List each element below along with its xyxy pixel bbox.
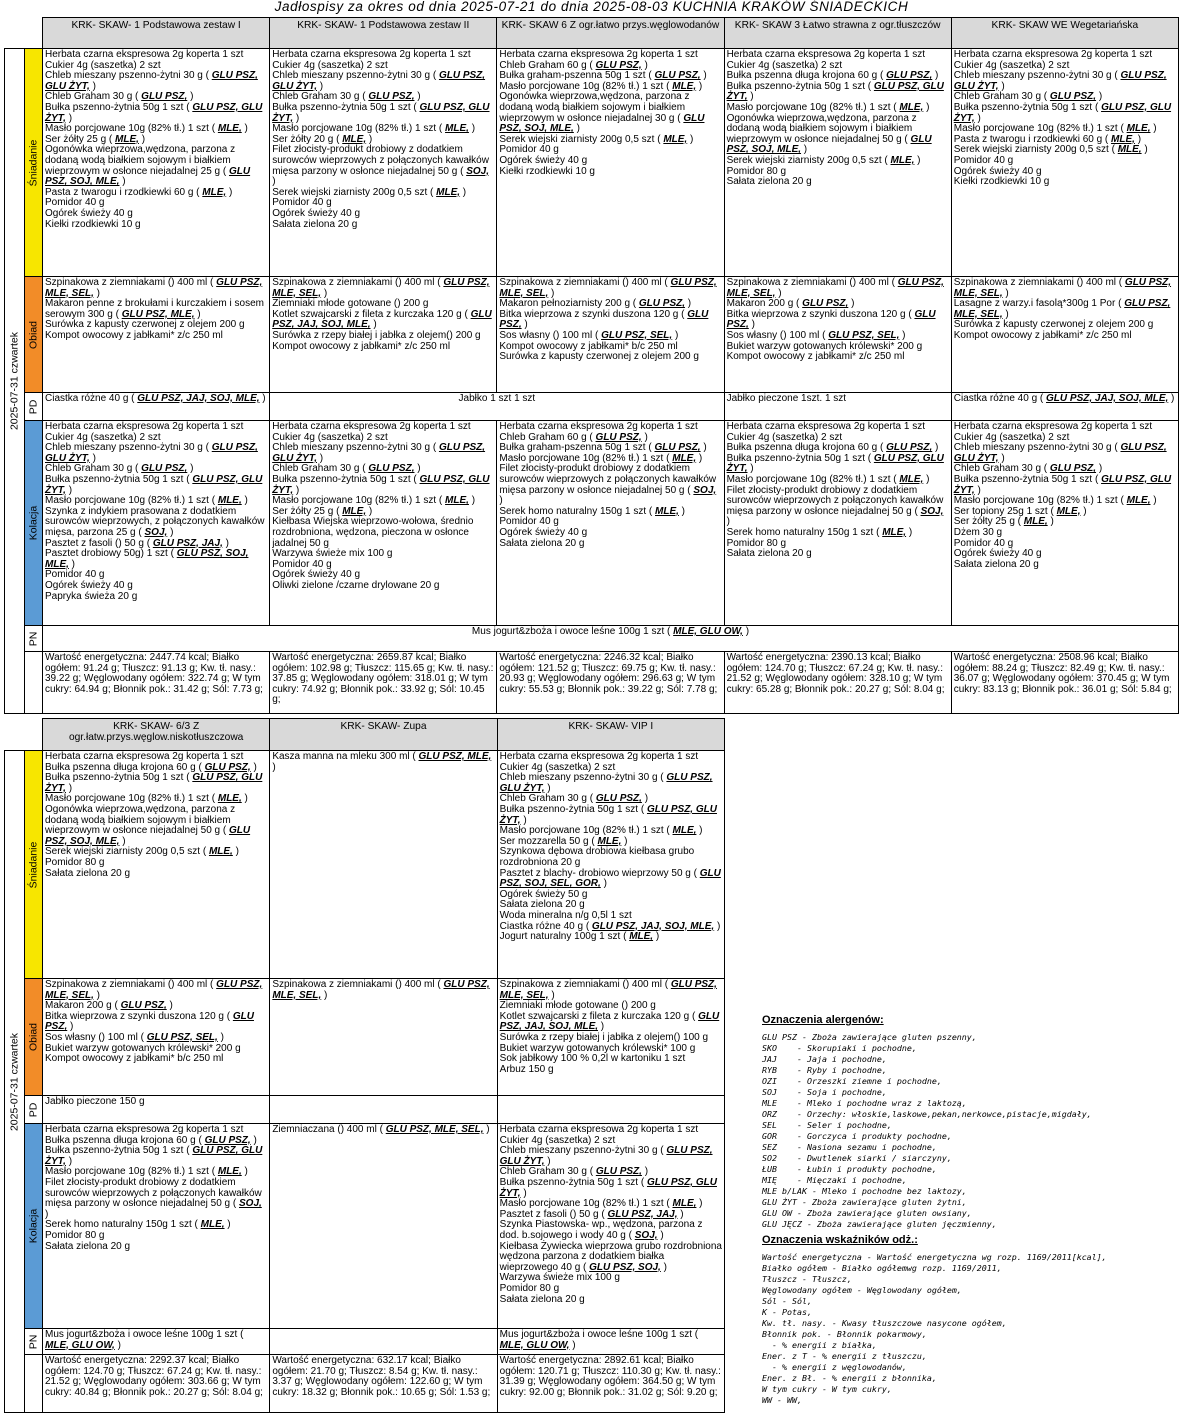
column-header: KRK- SKAW- 6/3 Z ogr.łatw.przys.węglow.niskotłuszczowa	[43, 719, 270, 751]
menu-item: Bułka pszenna długa krojona 60 g ( GLU PSZ, )	[726, 442, 939, 454]
menu-item: Herbata czarna ekspresowa 2g koperta 1 szt	[272, 421, 471, 432]
meal-label-pd: PD	[25, 393, 43, 421]
menu-item: Sos własny () 100 ml ( GLU PSZ, SEL, )	[499, 329, 679, 341]
menu-cell	[951, 393, 1178, 421]
menu-item: Arbuz 150 g	[499, 1063, 554, 1075]
menu-item: Warzywa świeże mix 100 g	[272, 548, 393, 560]
menu-item: Serek homo naturalny 150g 1 szt ( MLE, )	[726, 526, 913, 538]
menu-item: Ser żółty 25 g ( MLE, )	[45, 133, 146, 145]
menu-item: Serek wiejski ziarnisty 200g 0,5 szt ( MLE, )	[499, 133, 694, 145]
blank-corner	[5, 719, 25, 751]
menu-item: Herbata czarna ekspresowa 2g koperta 1 szt	[726, 49, 925, 60]
menu-item: Ser żółty 20 g ( MLE, )	[272, 133, 373, 145]
menu-cell	[43, 49, 270, 277]
menu-item: Kompot owocowy z jabłkami* z/c 250 ml	[726, 351, 905, 363]
menu-item: Ogórek świeży 40 g	[272, 569, 361, 581]
menu-item: Pasta z twarogu i rzodkiewki 60 g ( MLE, )	[953, 133, 1142, 145]
menu-item: Cukier 4g (saszetka) 2 szt	[499, 761, 616, 773]
menu-item: Bułka pszenno-żytnia 50g 1 szt ( GLU PSZ, GLU ŻYT, )	[45, 1145, 263, 1167]
page-title: Jadłospisy za okres od dnia 2025-07-21 do dnia 2025-08-03 KUCHNIA KRAKÓW ŚNIADECKICH	[274, 0, 909, 14]
nutrition-cell: Wartość energetyczna: 2659.87 kcal; Białko ogółem: 102.98 g; Tłuszcz: 115.65 g; Kw. tł. nasy.: 37.85 g; Węglowodany ogółem: 318.01 g; W tym cukry: 74.92 g; Błonnik pok.: 33.92 g; Sól: 10.45 g;	[270, 652, 497, 714]
menu-item: Ogonówka wieprzowa,wędzona, parzona z dodaną wodą białkiem sojowym i białkiem wieprzowym w osłonce niejadalnej 30 g ( GLU PSZ, SOJ, MLE, )	[499, 91, 705, 135]
menu-item: Herbata czarna ekspresowa 2g koperta 1 szt	[45, 1124, 244, 1135]
menu-item: Pasztet z fasoli () 50 g ( GLU PSZ, JAJ, )	[499, 1208, 684, 1220]
menu-item: Masło porcjowane 10g (82% tł.) 1 szt ( MLE, )	[45, 1166, 248, 1178]
menu-item: Herbata czarna ekspresowa 2g koperta 1 szt	[499, 751, 699, 762]
menu-cell	[497, 1329, 724, 1355]
menu-item: Sałata zielona 20 g	[499, 1293, 585, 1305]
menu-item: Serek wiejski ziarnisty 200g 0,5 szt ( MLE, )	[45, 846, 239, 858]
menu-item: Sok jabłkowy 100 % 0,2l w kartoniku 1 szt	[499, 1053, 686, 1065]
menu-cell	[43, 751, 270, 979]
menu-item: Ogonówka wieprzowa,wędzona, parzona z dodaną wodą białkiem sojowym i białkiem wieprzowym w osłonce niejadalnej 50 g ( GLU PSZ, SOJ, MLE, )	[45, 803, 251, 847]
menu-item: Masło porcjowane 10g (82% tł.) 1 szt ( MLE, )	[272, 495, 476, 507]
menu-item: Ziemniaczana () 400 ml ( GLU PSZ, MLE, SEL, )	[272, 1124, 490, 1135]
menu-item: Oliwki zielone /czarne drylowane 20 g	[272, 579, 440, 591]
menu-item: Bukiet warzyw gotowanych królewski* 200 g	[726, 340, 923, 352]
menu-item: Bitka wieprzowa z szynki duszona 120 g ( GLU PSZ, )	[726, 308, 936, 331]
menu-item: Masło porcjowane 10g (82% tł.) 1 szt ( MLE, )	[45, 793, 248, 805]
menu-item: Serek wiejski ziarnisty 200g 0,5 szt ( MLE, )	[953, 144, 1148, 156]
menu-item: Kotlet szwajcarski z fileta z kurczaka 120 g ( GLU PSZ, JAJ, SOJ, MLE, )	[272, 308, 492, 331]
meal-label-kolacja: Kolacja	[25, 421, 43, 626]
menu-item: Chleb mieszany pszenno-żytni 30 g ( GLU PSZ, GLU ŻYT, )	[953, 70, 1167, 92]
menu-item: Woda mineralna n/g 0,5l 1 szt	[499, 909, 632, 921]
menu-item: Masło porcjowane 10g (82% tł.) 1 szt ( MLE, )	[953, 495, 1157, 507]
menu-item: Szpinakowa z ziemniakami () 400 ml ( GLU PSZ, MLE, SEL, )	[272, 979, 490, 1001]
menu-item: Sałata zielona 20 g	[45, 1240, 131, 1252]
column-header: KRK- SKAW- Zupa	[270, 719, 497, 751]
column-header: KRK- SKAW- VIP I	[497, 719, 724, 751]
menu-item: Kiełki rzodkiewki 10 g	[45, 218, 141, 230]
menu-cell	[270, 1124, 497, 1329]
menu-item: Pomidor 40 g	[953, 154, 1014, 166]
menu-item: Herbata czarna ekspresowa 2g koperta 1 szt	[45, 751, 244, 762]
menu-item: Ogórek świeży 40 g	[499, 526, 588, 538]
menu-item: Chleb Graham 60 g ( GLU PSZ, )	[499, 59, 648, 71]
menu-item: Chleb Graham 30 g ( GLU PSZ, )	[272, 463, 421, 475]
menu-item: Ogórek świeży 40 g	[953, 165, 1042, 177]
menu-item: Bułka pszenna długa krojona 60 g ( GLU PSZ, )	[45, 1134, 257, 1146]
menu-item: Bułka pszenno-żytnia 50g 1 szt ( GLU PSZ, GLU ŻYT, )	[45, 101, 263, 124]
meal-label-obiad: Obiad	[25, 979, 43, 1096]
menu-item: Cukier 4g (saszetka) 2 szt	[726, 59, 843, 71]
menu-item: Sałata zielona 20 g	[45, 867, 131, 879]
menu-item: Ogonówka wieprzowa,wędzona, parzona z dodaną wodą białkiem sojowym i białkiem wieprzowym w osłonce niejadalnej 50 g ( GLU PSZ, SOJ, MLE, )	[726, 112, 932, 156]
menu-item: Makaron penne z brokułami i kurczakiem i sosem serowym 300 g ( GLU PSZ, MLE, )	[45, 298, 264, 320]
menu-item: Jabłko pieczone 1szt. 1 szt	[726, 393, 847, 404]
menu-item: Pomidor 40 g	[45, 197, 105, 209]
menu-item: Cukier 4g (saszetka) 2 szt	[45, 59, 161, 71]
menu-item: Cukier 4g (saszetka) 2 szt	[272, 59, 388, 71]
menu-item: Serek homo naturalny 150g 1 szt ( MLE, )	[499, 505, 686, 517]
date-label: 2025-07-31 czwartek	[8, 331, 21, 431]
menu-item: Chleb mieszany pszenno-żytni 30 g ( GLU PSZ, GLU ŻYT, )	[953, 442, 1167, 464]
menu-item: Ogórek świeży 40 g	[499, 154, 588, 166]
menu-cell	[270, 1329, 497, 1355]
menu-cell	[497, 979, 724, 1096]
menu-item: Kiełbasa Żywiecka wieprzowa grubo rozdrobniona wędzona parzona z dodatkiem białka wieprzowego 40 g ( GLU PSZ, SOJ, )	[499, 1240, 722, 1273]
menu-item: Herbata czarna ekspresowa 2g koperta 1 szt	[272, 49, 471, 60]
menu-item: Chleb mieszany pszenno-żytni 30 g ( GLU PSZ, GLU ŻYT, )	[45, 70, 258, 92]
menu-table-1	[4, 17, 1179, 714]
menu-cell	[497, 49, 724, 277]
menu-item: Ciastka różne 40 g ( GLU PSZ, JAJ, SOJ, MLE, )	[953, 393, 1175, 404]
menu-cell	[951, 49, 1178, 277]
nutrition-cell: Wartość energetyczna: 2447.74 kcal; Białko ogółem: 91.24 g; Tłuszcz: 91.13 g; Kw. tł. nasy.: 39.22 g; Węglowodany ogółem: 322.74 g; W tym cukry: 64.94 g; Błonnik pok.: 31.42 g; Sól: 7.73 g;	[43, 652, 270, 714]
menu-item: Chleb Graham 30 g ( GLU PSZ, )	[45, 91, 194, 103]
menu-item: Ogórek świeży 40 g	[45, 207, 133, 219]
meal-label-pn: PN	[25, 1329, 43, 1355]
menu-item: Herbata czarna ekspresowa 2g koperta 1 szt	[45, 421, 244, 432]
menu-item: Masło porcjowane 10g (82% tł.) 1 szt ( MLE, )	[499, 80, 703, 92]
menu-cell	[270, 277, 497, 393]
menu-item: Cukier 4g (saszetka) 2 szt	[726, 431, 843, 443]
menu-item: Ziemniaki młode gotowane () 200 g	[499, 1000, 656, 1012]
menu-item: Herbata czarna ekspresowa 2g koperta 1 szt	[953, 49, 1153, 60]
menu-item: Sałata zielona 20 g	[726, 548, 812, 560]
menu-item: Chleb Graham 30 g ( GLU PSZ, )	[45, 463, 194, 475]
menu-item: Szpinakowa z ziemniakami () 400 ml ( GLU PSZ, MLE, SEL, )	[726, 277, 944, 299]
column-header: KRK- SKAW- 1 Podstawowa zestaw II	[270, 18, 497, 49]
menu-item: Lasagne z warzy.i fasolą*300g 1 Por ( GLU PSZ, MLE, SEL, )	[953, 298, 1171, 320]
column-header: KRK- SKAW WE Wegetariańska	[951, 18, 1178, 49]
menu-item: Kompot owocowy z jabłkami* b/c 250 ml	[499, 340, 678, 352]
menu-item: Bitka wieprzowa z szynki duszona 120 g ( GLU PSZ, )	[45, 1010, 254, 1033]
menu-item: Szpinakowa z ziemniakami () 400 ml ( GLU PSZ, MLE, SEL, )	[499, 277, 717, 299]
column-header: KRK- SKAW 6 Z ogr.łatwo przys.węglowodanów	[497, 18, 724, 49]
menu-item: Cukier 4g (saszetka) 2 szt	[45, 431, 161, 443]
menu-item: Pasztet drobiowy 50g) 1 szt ( GLU PSZ, SOJ, MLE, )	[45, 548, 249, 570]
allergen-legend-title: Oznaczenia alergenów:	[762, 1014, 884, 1026]
menu-item: Masło porcjowane 10g (82% tł.) 1 szt ( MLE, )	[45, 123, 248, 135]
menu-cell	[43, 979, 270, 1096]
menu-item: Chleb Graham 60 g ( GLU PSZ, )	[499, 431, 648, 443]
menu-item: Makaron 200 g ( GLU PSZ, )	[45, 1000, 173, 1012]
menu-cell	[43, 1124, 270, 1329]
menu-item: Sałata zielona 20 g	[499, 899, 585, 911]
legend	[736, 1012, 1176, 1406]
menu-item: Surówka z kapusty czerwonej z olejem 200 g	[45, 319, 245, 331]
menu-item: Bułka graham-pszenna 50g 1 szt ( GLU PSZ, )	[499, 70, 707, 82]
menu-cell	[497, 1096, 724, 1124]
menu-item: Szpinakowa z ziemniakami () 400 ml ( GLU PSZ, MLE, SEL, )	[45, 277, 263, 299]
menu-item: Ziemniaki młode gotowane () 200 g	[272, 298, 429, 310]
menu-cell	[497, 277, 724, 393]
menu-item: Bułka pszenno-żytnia 50g 1 szt ( GLU PSZ, GLU ŻYT, )	[953, 473, 1172, 496]
menu-cell	[43, 277, 270, 393]
menu-item: Szpinakowa z ziemniakami () 400 ml ( GLU PSZ, MLE, SEL, )	[45, 979, 263, 1001]
menu-item: Masło porcjowane 10g (82% tł.) 1 szt ( MLE, )	[272, 123, 476, 135]
menu-item: Chleb Graham 30 g ( GLU PSZ, )	[499, 1166, 649, 1178]
menu-item: Chleb Graham 30 g ( GLU PSZ, )	[953, 91, 1103, 103]
menu-item: Pomidor 80 g	[726, 537, 787, 549]
menu-cell	[43, 393, 270, 421]
menu-cell	[270, 421, 497, 626]
menu-table-2	[4, 718, 725, 1413]
menu-item: Masło porcjowane 10g (82% tł.) 1 szt ( MLE, )	[726, 473, 930, 485]
meal-label-kolacja: Kolacja	[25, 1124, 43, 1329]
menu-item: Ogórek świeży 40 g	[272, 207, 361, 219]
menu-item: Masło porcjowane 10g (82% tł.) 1 szt ( MLE, )	[45, 495, 248, 507]
menu-cell	[724, 49, 951, 277]
menu-item: Szynkowa dębowa drobiowa kiełbasa grubo rozdrobniona 20 g	[499, 846, 695, 868]
menu-item: Sos własny () 100 ml ( GLU PSZ, SEL, )	[726, 329, 906, 341]
meal-label-pn: PN	[25, 626, 43, 652]
blank-corner	[25, 719, 43, 751]
nutrition-cell: Wartość energetyczna: 632.17 kcal; Białko ogółem: 21.70 g; Tłuszcz: 8.54 g; Kw. tł. nasy.: 3.37 g; Węglowodany ogółem: 122.60 g; W tym cukry: 18.32 g; Błonnik pok.: 10.65 g; Sól: 1.53 g;	[270, 1355, 497, 1413]
menu-item: Surówka z rzepy białej i jabłka z olejem() 100 g	[499, 1031, 709, 1043]
menu-item: Sałata zielona 20 g	[726, 176, 812, 188]
menu-item: Herbata czarna ekspresowa 2g koperta 1 szt	[499, 49, 698, 60]
menu-item: Sałata zielona 20 g	[499, 537, 585, 549]
menu-item: Kompot owocowy z jabłkami* z/c 250 ml	[953, 329, 1132, 341]
menu-cell	[43, 1329, 270, 1355]
menu-item: Serek wiejski ziarnisty 200g 0,5 szt ( MLE, )	[726, 154, 921, 166]
blank-corner	[5, 18, 25, 49]
menu-item: Pomidor 80 g	[45, 1229, 105, 1241]
menu-item: Kiełbasa Wiejska wieprzowo-wołowa, średnio rozdrobniona, wędzona, pieczona w osłonce jadalnej 50 g	[272, 516, 474, 549]
menu-item: Pomidor 40 g	[45, 569, 105, 581]
menu-item: Chleb mieszany pszenno-żytni 30 g ( GLU PSZ, GLU ŻYT, )	[499, 772, 713, 794]
nutrition-cell: Wartość energetyczna: 2292.37 kcal; Białko ogółem: 124.70 g; Tłuszcz: 67.24 g; Kw. tł. nasy.: 21.52 g; Węglowodany ogółem: 303.66 g; W tym cukry: 40.84 g; Błonnik pok.: 20.27 g; Sól: 8.04 g;	[43, 1355, 270, 1413]
menu-item: Sałata zielona 20 g	[953, 558, 1039, 570]
nutrition-cell: Wartość energetyczna: 2246.32 kcal; Białko ogółem: 121.52 g; Tłuszcz: 69.75 g; Kw. tł. nasy.: 20.93 g; Węglowodany ogółem: 296.63 g; W tym cukry: 55.53 g; Błonnik pok.: 39.22 g; Sól: 7.78 g;	[497, 652, 724, 714]
menu-item: Kompot owocowy z jabłkami* b/c 250 ml	[45, 1053, 224, 1065]
menu-item: Bułka pszenna długa krojona 60 g ( GLU PSZ, )	[45, 761, 257, 773]
menu-item: Masło porcjowane 10g (82% tł.) 1 szt ( MLE, )	[953, 123, 1157, 135]
menu-item: Bułka pszenno-żytnia 50g 1 szt ( GLU PSZ, GLU ŻYT, )	[45, 473, 263, 496]
menu-item: Ogórek świeży 50 g	[499, 888, 588, 900]
menu-cell	[951, 277, 1178, 393]
menu-item: Pomidor 80 g	[726, 165, 787, 177]
menu-item: Pomidor 40 g	[499, 516, 559, 528]
menu-item: Herbata czarna ekspresowa 2g koperta 1 szt	[953, 421, 1153, 432]
menu-item: Ser żółty 25 g ( MLE, )	[272, 505, 373, 517]
date-cell	[5, 751, 25, 1413]
menu-item: Szynka Piastowska- wp., wędzona, parzona z dod. b.sojowego i wody 40 g ( SOJ, )	[499, 1219, 703, 1241]
menu-item: Pomidor 80 g	[45, 856, 105, 868]
menu-item: Bułka pszenna długa krojona 60 g ( GLU PSZ, )	[726, 70, 939, 82]
menu-item: Papryka świeża 20 g	[45, 590, 138, 602]
menu-item: Chleb mieszany pszenno-żytni 30 g ( GLU PSZ, GLU ŻYT, )	[45, 442, 258, 464]
menu-item: Ser topiony 25g 1 szt ( MLE, )	[953, 505, 1087, 517]
menu-item: Mus jogurt&zboża i owoce leśne 100g 1 szt ( MLE, GLU OW, )	[45, 1329, 244, 1351]
menu-cell	[270, 979, 497, 1096]
menu-item: Kiełki rzodkiewki 10 g	[953, 176, 1050, 188]
menu-item: Bułka pszenno-żytnia 50g 1 szt ( GLU PSZ, GLU ŻYT, )	[499, 803, 717, 826]
menu-item: Cukier 4g (saszetka) 2 szt	[953, 59, 1070, 71]
menu-item: Surówka z kapusty czerwonej z olejem 200 g	[499, 351, 699, 363]
menu-item: Chleb Graham 30 g ( GLU PSZ, )	[953, 463, 1103, 475]
menu-item: Sos własny () 100 ml ( GLU PSZ, SEL, )	[45, 1031, 224, 1043]
menu-item: Bitka wieprzowa z szynki duszona 120 g ( GLU PSZ, )	[499, 308, 709, 331]
menu-cell	[951, 421, 1178, 626]
menu-cell	[724, 421, 951, 626]
menu-item: Masło porcjowane 10g (82% tł.) 1 szt ( MLE, )	[726, 101, 930, 113]
menu-item: Pomidor 40 g	[499, 144, 559, 156]
menu-item: Herbata czarna ekspresowa 2g koperta 1 szt	[499, 1124, 699, 1135]
menu-item: Chleb Graham 30 g ( GLU PSZ, )	[272, 91, 421, 103]
menu-item: Bułka pszenno-żytnia 50g 1 szt ( GLU PSZ, GLU ŻYT, )	[272, 101, 490, 124]
menu-cell	[270, 1096, 497, 1124]
menu-cell	[43, 626, 1179, 652]
menu-item: Kompot owocowy z jabłkami* z/c 250 ml	[45, 329, 223, 341]
menu-item: Sałata zielona 20 g	[272, 218, 358, 230]
menu-cell: Jabłko 1 szt 1 szt	[270, 393, 724, 421]
menu-item: Ciastka różne 40 g ( GLU PSZ, JAJ, SOJ, MLE, )	[45, 393, 266, 404]
nutrition-cell: Wartość energetyczna: 2508.96 kcal; Białko ogółem: 88.24 g; Tłuszcz: 82.49 g; Kw. tł. nasy.: 36.07 g; Węglowodany ogółem: 370.45 g; W tym cukry: 83.13 g; Błonnik pok.: 36.01 g; Sól: 5.84 g;	[951, 652, 1178, 714]
menu-item: Bukiet warzyw gotowanych królewski* 100 g	[499, 1042, 696, 1054]
menu-item: Szpinakowa z ziemniakami () 400 ml ( GLU PSZ, MLE, SEL, )	[272, 277, 490, 299]
menu-item: Bułka pszenno-żytnia 50g 1 szt ( GLU PSZ, GLU ŻYT, )	[953, 101, 1172, 124]
menu-item: Masło porcjowane 10g (82% tł.) 1 szt ( MLE, )	[499, 452, 703, 464]
menu-item: Bułka pszenno-żytnia 50g 1 szt ( GLU PSZ, GLU ŻYT, )	[45, 772, 263, 794]
menu-item: Cukier 4g (saszetka) 2 szt	[499, 1134, 616, 1146]
meal-label-pd: PD	[25, 1096, 43, 1124]
menu-item: Ogonówka wieprzowa,wędzona, parzona z dodaną wodą białkiem sojowym i białkiem wieprzowym w osłonce niejadalnej 25 g ( GLU PSZ, SOJ, MLE, )	[45, 144, 251, 188]
menu-item: Bułka pszenno-żytnia 50g 1 szt ( GLU PSZ, GLU ŻYT, )	[726, 80, 944, 103]
meal-label-sniadanie: Śniadanie	[25, 751, 43, 979]
menu-item: Chleb mieszany pszenno-żytni 30 g ( GLU PSZ, GLU ŻYT, )	[499, 1145, 713, 1167]
menu-cell	[724, 393, 951, 421]
menu-item: Ser żółty 25 g ( MLE, )	[953, 516, 1054, 528]
menu-item: Pomidor 40 g	[272, 197, 332, 209]
menu-item: Ser mozzarella 50 g ( MLE, )	[499, 835, 628, 847]
menu-item: Szynka z indykiem prasowana z dodatkiem surowców wieprzowych, z połączonych kawałków mięsa, parzona 25 g ( SOJ, )	[45, 505, 265, 538]
menu-cell	[724, 277, 951, 393]
blank-label	[25, 1355, 43, 1413]
menu-item: Kompot owocowy z jabłkami* z/c 250 ml	[272, 340, 451, 352]
menu-item: Dżem 30 g	[953, 526, 1003, 538]
menu-item: Bułka pszenno-żytnia 50g 1 szt ( GLU PSZ, GLU ŻYT, )	[272, 473, 490, 496]
column-header: KRK- SKAW 3 Łatwo strawna z ogr.tłuszczów	[724, 18, 951, 49]
menu-item: Herbata czarna ekspresowa 2g koperta 1 szt	[726, 421, 925, 432]
nutrition-cell: Wartość energetyczna: 2390.13 kcal; Białko ogółem: 124.70 g; Tłuszcz: 67.24 g; Kw. tł. nasy.: 21.52 g; Węglowodany ogółem: 328.10 g; W tym cukry: 65.28 g; Błonnik pok.: 20.27 g; Sól: 8.04 g;	[724, 652, 951, 714]
menu-item: Chleb mieszany pszenno-żytni 30 g ( GLU PSZ, GLU ŻYT, )	[272, 70, 486, 92]
menu-item: Surówka z kapusty czerwonej z olejem 200 g	[953, 319, 1154, 331]
menu-item: Bułka graham-pszenna 50g 1 szt ( GLU PSZ, )	[499, 442, 707, 454]
date-label: 2025-07-31 czwartek	[8, 1032, 21, 1131]
menu-item: Mus jogurt&zboża i owoce leśne 100g 1 szt ( MLE, GLU OW, )	[499, 1329, 699, 1351]
menu-item: Serek homo naturalny 150g 1 szt ( MLE, )	[45, 1219, 231, 1231]
menu-item: Surówka z rzepy białej i jabłka z olejem() 200 g	[272, 329, 481, 341]
menu-item: Jogurt naturalny 100g 1 szt ( MLE, )	[499, 931, 660, 943]
menu-cell	[43, 421, 270, 626]
menu-cell	[270, 751, 497, 979]
menu-item: Pasztet z fasoli () 50 g ( GLU PSZ, JAJ, )	[45, 537, 229, 549]
menu-item: Pomidor 40 g	[272, 558, 332, 570]
menu-item: Filet złocisty-produkt drobiowy z dodatkiem surowców wieprzowych z połączonych kawałków mięsa parzony w osłonce niejadalnej 50 g ( SOJ, )	[726, 484, 944, 528]
menu-item: Warzywa świeże mix 100 g	[499, 1272, 620, 1284]
menu-item: Cukier 4g (saszetka) 2 szt	[953, 431, 1070, 443]
menu-item: Ogórek świeży 40 g	[953, 548, 1042, 560]
menu-cell	[497, 751, 724, 979]
menu-item: Szpinakowa z ziemniakami () 400 ml ( GLU PSZ, MLE, SEL, )	[499, 979, 717, 1001]
allergen-legend-list: GLU PSZ - Zboża zawierające gluten pszenny, SKO - Skorupiaki i pochodne, JAJ - Jaja i pochodne, RYB - Ryby i pochodne, OZI - Orzeszki ziemne i pochodne, SOJ - Soja i pochodne, MLE - Mleko i pochodne wraz z laktozą, ORZ - Orzechy: włoskie,laskowe,pekan,nerkowce,pistacje,migdały, SEL - Seler i pochodne, GOR - Gorczyca i produkty pochodne, SEZ - Nasiona sezamu i pochodne, SO2 - Dwutlenek siarki / siarczyny, ŁUB - Łubin i produkty pochodne, MIĘ - Mięczaki i pochodne, MLE b/LAK - Mleko i pochodne bez laktozy, GLU ŻYT - Zboża zawierające gluten żytni, GLU OW - Zboża zawierające gluten owsiany, GLU JĘCZ - Zboża zawierające gluten jęczmienny,	[762, 1032, 1092, 1229]
menu-item: Pomidor 40 g	[953, 537, 1014, 549]
menu-item: Kotlet szwajcarski z fileta z kurczaka 120 g ( GLU PSZ, JAJ, SOJ, MLE, )	[499, 1010, 720, 1033]
menu-cell	[497, 1124, 724, 1329]
menu-cell	[497, 421, 724, 626]
date-cell	[5, 49, 25, 714]
menu-item: Herbata czarna ekspresowa 2g koperta 1 szt	[499, 421, 698, 432]
menu-item: Herbata czarna ekspresowa 2g koperta 1 szt	[45, 49, 244, 60]
indicator-legend-title: Oznaczenia wskaźników odż.:	[762, 1234, 918, 1246]
menu-item: Chleb Graham 30 g ( GLU PSZ, )	[499, 793, 649, 805]
menu-item: Makaron 200 g ( GLU PSZ, )	[726, 298, 855, 310]
menu-item: Bukiet warzyw gotowanych królewski* 200 g	[45, 1042, 241, 1054]
menu-item: Masło porcjowane 10g (82% tł.) 1 szt ( MLE, )	[499, 1198, 703, 1210]
menu-item: Serek wiejski ziarnisty 200g 0,5 szt ( MLE, )	[272, 186, 467, 198]
menu-item: Cukier 4g (saszetka) 2 szt	[272, 431, 388, 443]
indicator-legend-list: Wartość energetyczna - Wartość energetyczna wg rozp. 1169/2011[kcal], Białko ogółem - Białko ogółemwg rozp. 1169/2011, Tłuszcz - Tłuszcz, Węglowodany ogółem - Węglowodany ogółem, Sól - Sól, K - Potas, Kw. tł. nasy. - Kwasy tłuszczowe nasycone ogółem, Błonnik pok. - Błonnik pokarmowy, - % energii z białka, Ener. z T - % energii z tłuszczu, - % energii z węglowodanów, Ener. z Bł. - % energii z błonnika, W tym cukry - W tym cukry, WW - WW,	[762, 1252, 1107, 1405]
menu-item: Filet złocisty-produkt drobiowy z dodatkiem surowców wieprzowych z połączonych kawałków mięsa parzony w osłonce niejadalnej 50 g ( SOJ, )	[272, 144, 489, 188]
menu-item: Ogórek świeży 40 g	[45, 579, 133, 591]
menu-item: Bułka pszenno-żytnia 50g 1 szt ( GLU PSZ, GLU ŻYT, )	[726, 452, 944, 475]
menu-item: Mus jogurt&zboża i owoce leśne 100g 1 szt ( MLE, GLU OW, )	[471, 626, 750, 637]
menu-cell	[43, 1096, 270, 1124]
menu-item: Makaron pełnoziarnisty 200 g ( GLU PSZ, )	[499, 298, 692, 310]
nutrition-cell: Wartość energetyczna: 2892.61 kcal; Białko ogółem: 120.71 g; Tłuszcz: 110.30 g; Kw. tł. nasy.: 31.39 g; Węglowodany ogółem: 364.50 g; W tym cukry: 92.00 g; Błonnik pok.: 31.02 g; Sól: 9.20 g;	[497, 1355, 724, 1413]
menu-item: Filet złocisty-produkt drobiowy z dodatkiem surowców wieprzowych z połączonych kawałków mięsa parzony w osłonce niejadalnej 50 g ( SOJ, )	[499, 463, 717, 507]
menu-item: Chleb mieszany pszenno-żytni 30 g ( GLU PSZ, GLU ŻYT, )	[272, 442, 486, 464]
menu-item: Filet złocisty-produkt drobiowy z dodatkiem surowców wieprzowych z połączonych kawałków mięsa parzony w osłonce niejadalnej 50 g ( SOJ, )	[45, 1176, 262, 1220]
menu-item: Kasza manna na mleku 300 ml ( GLU PSZ, MLE, )	[272, 751, 492, 773]
menu-item: Pomidor 80 g	[499, 1282, 560, 1294]
meal-label-obiad: Obiad	[25, 277, 43, 393]
menu-item: Bułka pszenno-żytnia 50g 1 szt ( GLU PSZ, GLU ŻYT, )	[499, 1176, 717, 1199]
blank-corner	[25, 18, 43, 49]
menu-item: Pasztet z blachy- drobiowo wieprzowy 50 g ( GLU PSZ, SOJ, SEL, GOR, )	[499, 867, 721, 890]
menu-item: Jabłko pieczone 150 g	[45, 1096, 145, 1107]
menu-item: Szpinakowa z ziemniakami () 400 ml ( GLU PSZ, MLE, SEL, )	[953, 277, 1172, 299]
menu-item: Pasta z twarogu i rzodkiewki 60 g ( MLE, )	[45, 186, 233, 198]
menu-cell	[270, 49, 497, 277]
menu-item: Ciastka różne 40 g ( GLU PSZ, JAJ, SOJ, MLE, )	[499, 920, 721, 932]
menu-item: Kiełki rzodkiewki 10 g	[499, 165, 595, 177]
menu-item: Masło porcjowane 10g (82% tł.) 1 szt ( MLE, )	[499, 825, 703, 837]
column-header: KRK- SKAW- 1 Podstawowa zestaw I	[43, 18, 270, 49]
blank-label	[25, 652, 43, 714]
meal-label-sniadanie: Śniadanie	[25, 49, 43, 277]
